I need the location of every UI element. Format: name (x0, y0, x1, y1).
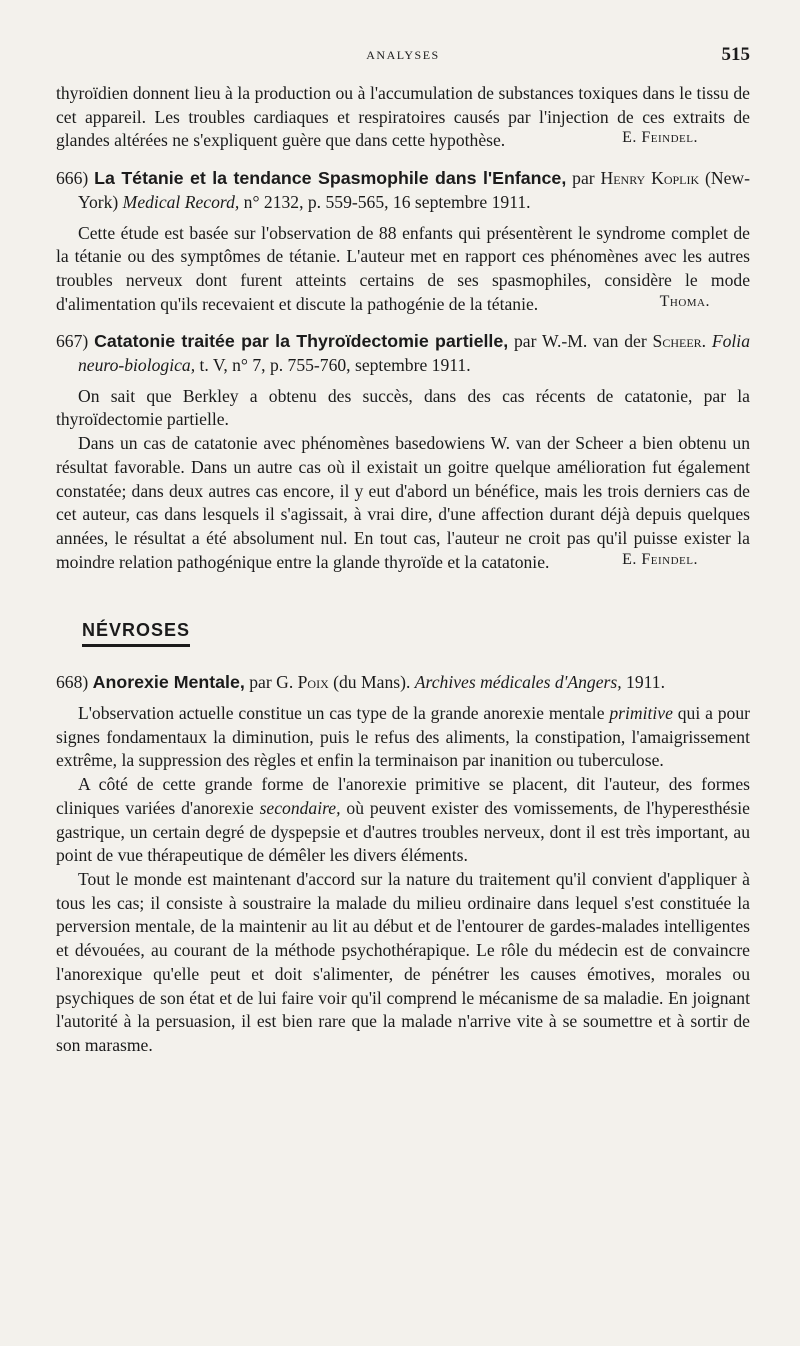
entry-666-author: Henry Koplik (600, 168, 700, 189)
entry-668-by: par (249, 672, 272, 693)
page-number: 515 (721, 44, 750, 65)
entry-667-author: Scheer. (652, 331, 707, 352)
entry-666-citation: n° 2132, p. 559-565, 16 septembre 1911. (243, 191, 531, 212)
entry-667-journal: Folia neuro-biologica, (78, 331, 750, 376)
entry-666-place: (New-York) (78, 168, 750, 212)
intro-text: thyroïdien donnent lieu à la production ou à l'accumulation de substances toxiques dans le tissu de cet appareil. Les troubles cardiaques et respiratoires causés par l'injection de ces extraits de glandes altérées ne s'expliquent guère que dans cette hypothèse. (56, 83, 750, 151)
entry-668-p1-before: L'observation actuelle constitue un cas type de la grande anorexie mentale (78, 703, 610, 724)
entry-668-citation: 1911. (626, 672, 665, 693)
entry-668-paragraph-1 (56, 702, 750, 773)
entry-668-p2-italic: secondaire, (259, 797, 341, 818)
entry-668-journal: Archives médicales d'Angers, (414, 672, 622, 693)
entry-666-by: par (572, 168, 595, 189)
entry-668-number: 668) (56, 672, 89, 693)
entry-668-p1-italic: primitive (609, 703, 673, 724)
entry-668-author: G. Poix (276, 672, 329, 693)
entry-668-heading (56, 671, 750, 695)
entry-667-number: 667) (56, 331, 89, 352)
entry-668-p1-after: qui a pour signes fondamentaux la diminution, puis le refus des aliments, la constipation, l'amaigrissement extrême, la suppression des règles et enfin la terminaison par inanition ou tuberculose. (56, 703, 750, 771)
page-header (56, 44, 750, 70)
entry-667-title: Catatonie traitée par la Thyroïdectomie partielle, (94, 331, 509, 352)
entry-667-by: par (514, 331, 537, 352)
entry-666-signature: Thoma. (659, 292, 710, 310)
entry-666-journal: Medical Record, (122, 191, 240, 212)
entry-667-paragraph-1: On sait que Berkley a obtenu des succès, dans des cas récents de catatonie, par la thyroïdectomie partielle. (56, 385, 750, 430)
running-head: ANALYSES (366, 48, 440, 62)
entry-667-citation: t. V, n° 7, p. 755-760, septembre 1911. (199, 355, 471, 376)
article-body (56, 82, 750, 1058)
entry-667-author-prefix: W.-M. van der (541, 331, 647, 352)
entry-666-paragraph: Cette étude est basée sur l'observation de 88 enfants qui présentèrent le syndrome complet de la tétanie ou des symptômes de tétanie. L'auteur met en rapport ces phénomènes avec les autres troubles nerveux dont furent atteints certains de ses spasmophiles, considère le mode d'alimentation qu'ils recevaient et discute la pathogénie de la tétanie. (56, 222, 750, 314)
entry-668-paragraph-3 (56, 868, 750, 1058)
entry-668-title: Anorexie Mentale, (92, 672, 245, 693)
entry-666-number: 666) (56, 168, 89, 189)
entry-668-p2-after: où peuvent exister des vomissements, de l'hyperesthésie gastrique, un certain degré de dyspepsie et d'autres troubles nerveux, dont il est très important, au point de vue thérapeutique de démêler les divers éléments. (56, 797, 750, 866)
entry-668-p2-before: A côté de cette grande forme de l'anorexie primitive se placent, dit l'auteur, des formes cliniques variées d'anorexie (56, 774, 750, 818)
entry-667-heading (56, 330, 750, 377)
intro-signature: E. Feindel. (622, 129, 698, 147)
entry-667-paragraph-2: Dans un cas de catatonie avec phénomènes basedowiens W. van der Scheer a bien obtenu un résultat favorable. Dans un autre cas où il existait un goitre quelque amélioration fut également constatée; dans deux autres cas encore, il y eut d'abord un bénéfice, mais les trois derniers cas de cet auteur, cas dans lesquels il s'agissait, à vrai dire, d'une affection durant déjà depuis quelques années, le résultat a été absolument nul. En tout cas, l'auteur ne croit pas qu'il puisse exister la moindre relation pathogénique entre la glande thyroïde et la catatonie. (56, 433, 750, 572)
entry-668-paragraph-2 (56, 773, 750, 868)
entry-666-title: La Tétanie et la tendance Spasmophile dans l'Enfance, (94, 168, 567, 189)
entry-668-place: (du Mans). (333, 672, 411, 693)
entry-668-p3-before: Tout le monde est maintenant d'accord sur la nature du traitement qu'il convient d'appliquer à tous les cas; il consiste à soustraire la malade du milieu ordinaire dans lequel s'est constituée la perversion mentale, de la maintenir au lit au début et de l'entourer de gardes-malades intelligentes et dévouées, au courant de la méthode psychothérapique. Le rôle du médecin est de convaincre l'anorexique qu'elle peut et doit s'alimenter, de pénétrer les causes émotives, morales ou psychiques de son état et de lui faire voir qu'il comprend le mécanisme de sa maladie. En joignant l'autorité à la persuasion, il est bien rare que la malade n'arrive vite à se soumettre et à sortir de son marasme. (56, 868, 750, 1055)
entry-666-heading (56, 167, 750, 214)
section-title: NÉVROSES (82, 620, 190, 647)
entry-667-signature: E. Feindel. (622, 550, 698, 568)
